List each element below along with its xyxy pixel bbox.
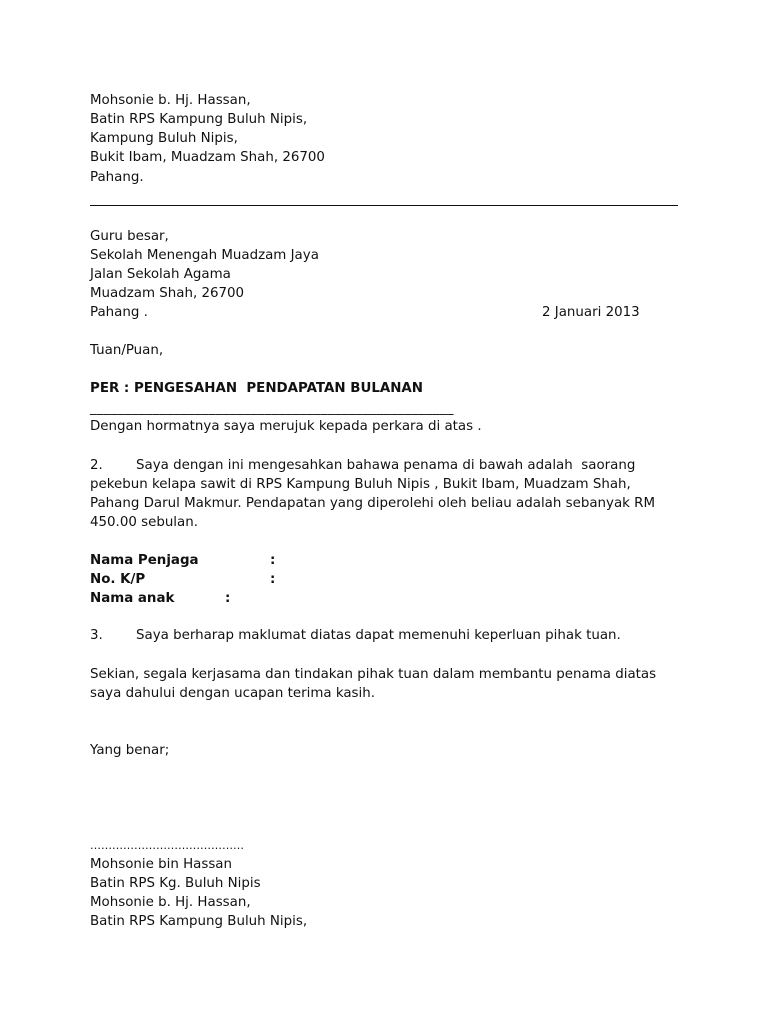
paragraph-text: Pahang Darul Makmur. Pendapatan yang diperolehi oleh beliau adalah sebanyak RM — [90, 496, 656, 511]
subject-heading: PER : PENGESAHAN PENDAPATAN BULANAN — [90, 381, 423, 396]
signature-line: Batin RPS Kampung Buluh Nipis, — [90, 914, 308, 929]
paragraph-number: 3. — [90, 628, 103, 643]
field-colon: : — [225, 591, 231, 606]
signature-dots: …………………………………… — [90, 839, 244, 852]
sign-off: Yang benar; — [90, 743, 170, 758]
field-label-nama-anak: Nama anak — [90, 591, 175, 606]
closing-line: saya dahului dengan ucapan terima kasih. — [90, 686, 375, 701]
paragraph-number: 2. — [90, 458, 103, 473]
sender-line: Bukit Ibam, Muadzam Shah, 26700 — [90, 150, 325, 165]
signature-line: Mohsonie b. Hj. Hassan, — [90, 895, 251, 910]
field-colon: : — [270, 572, 276, 587]
intro-paragraph: Dengan hormatnya saya merujuk kepada perkara di atas . — [90, 419, 482, 434]
sender-line: Pahang. — [90, 170, 144, 185]
signature-line: Batin RPS Kg. Buluh Nipis — [90, 876, 261, 891]
paragraph-text: pekebun kelapa sawit di RPS Kampung Buluh Nipis , Bukit Ibam, Muadzam Shah, — [90, 477, 631, 492]
recipient-line: Pahang . — [90, 305, 148, 320]
field-label-no-kp: No. K/P — [90, 572, 146, 587]
subject-underline: ____________________________________________________ — [90, 401, 454, 416]
paragraph-text: Saya dengan ini mengesahkan bahawa penama di bawah adalah saorang — [136, 458, 636, 473]
sender-line: Kampung Buluh Nipis, — [90, 131, 238, 146]
closing-line: Sekian, segala kerjasama dan tindakan pihak tuan dalam membantu penama diatas — [90, 667, 657, 682]
recipient-line: Muadzam Shah, 26700 — [90, 286, 245, 301]
letter-date: 2 Januari 2013 — [542, 305, 640, 320]
recipient-line: Guru besar, — [90, 229, 169, 244]
recipient-line: Jalan Sekolah Agama — [90, 267, 231, 282]
header-divider — [90, 205, 678, 206]
field-colon: : — [270, 553, 276, 568]
sender-line: Batin RPS Kampung Buluh Nipis, — [90, 112, 308, 127]
paragraph-text: 450.00 sebulan. — [90, 515, 198, 530]
signature-line: Mohsonie bin Hassan — [90, 857, 232, 872]
salutation: Tuan/Puan, — [90, 343, 164, 358]
paragraph-text: Saya berharap maklumat diatas dapat memenuhi keperluan pihak tuan. — [136, 628, 621, 643]
recipient-line: Sekolah Menengah Muadzam Jaya — [90, 248, 319, 263]
field-label-nama-penjaga: Nama Penjaga — [90, 553, 199, 568]
sender-line: Mohsonie b. Hj. Hassan, — [90, 93, 251, 108]
